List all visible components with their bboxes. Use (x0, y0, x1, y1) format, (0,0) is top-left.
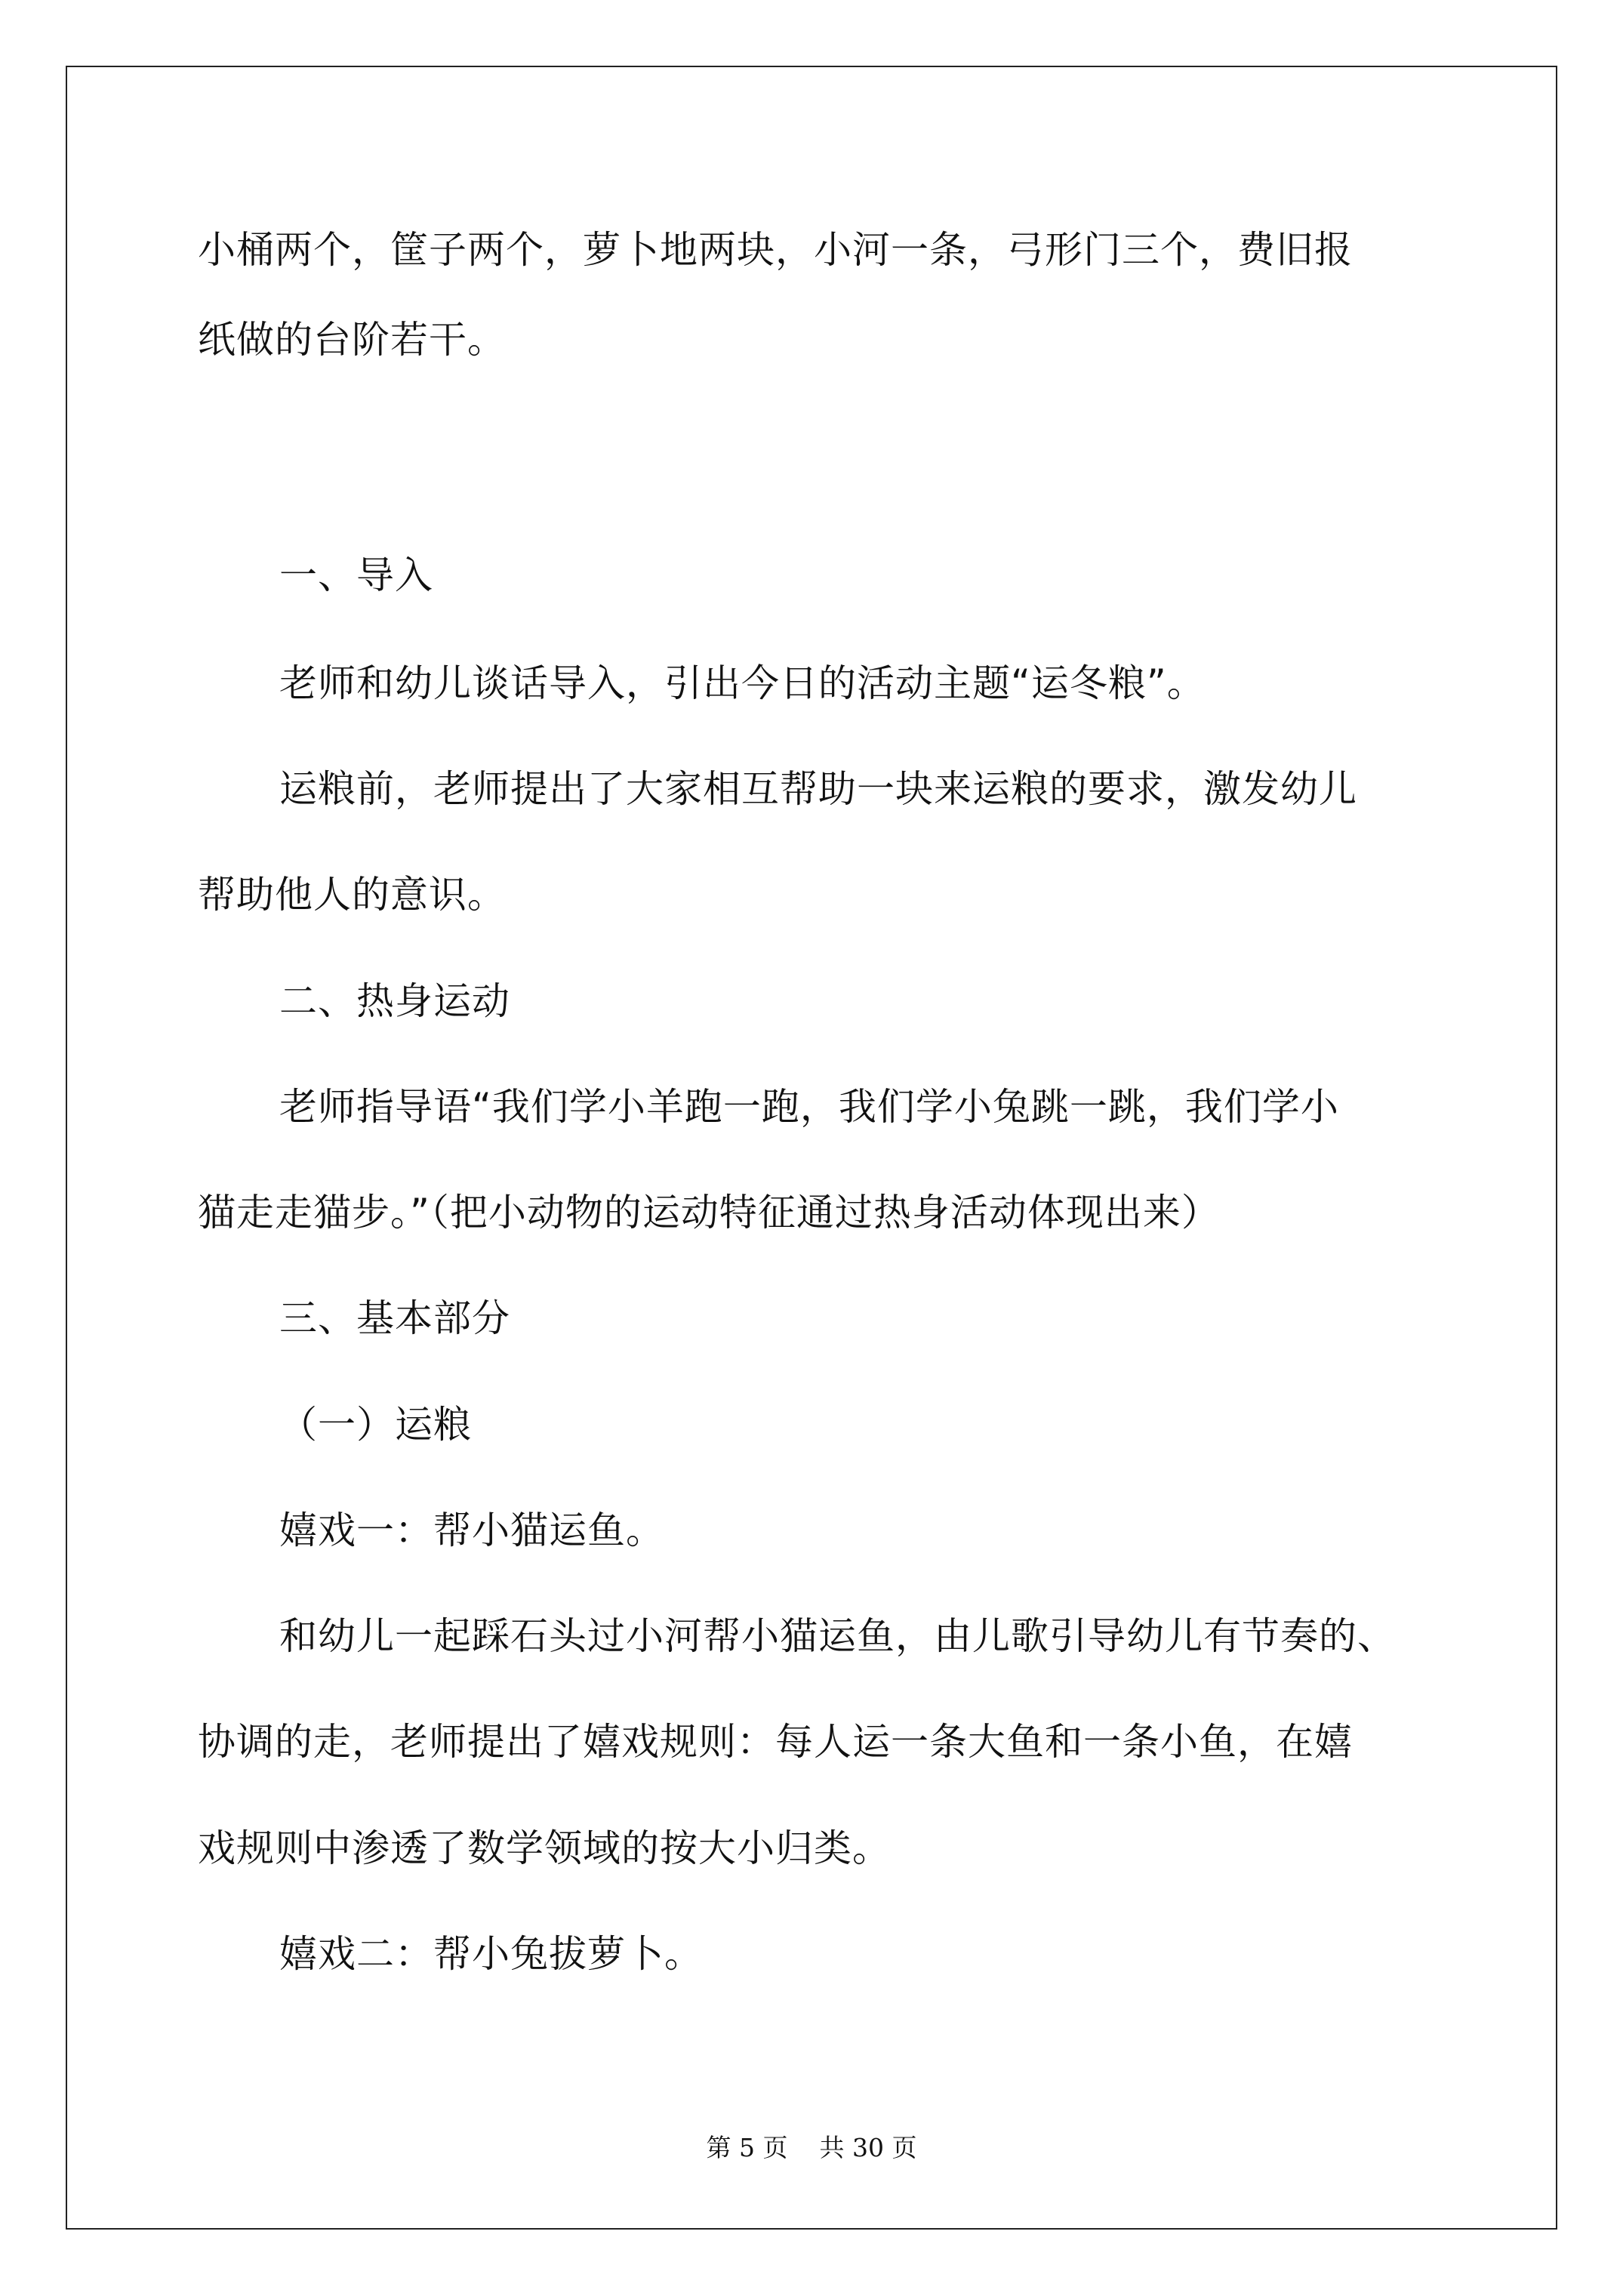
paragraph-line: 纸做的台阶若干。 (198, 318, 506, 362)
paragraph-line: 和幼儿一起踩石头过小河帮小猫运鱼，由儿歌引导幼儿有节奏的、 (279, 1614, 1396, 1658)
section-heading: 二、热身运动 (279, 979, 510, 1023)
page-number-footer: 第 5 页 共 30 页 (706, 2133, 917, 2162)
paragraph-line: 嬉戏二：帮小兔拔萝卜。 (279, 1932, 703, 1976)
subsection-heading: （一）运粮 (279, 1403, 472, 1447)
paragraph-line: 协调的走，老师提出了嬉戏规则：每人运一条大鱼和一条小鱼，在嬉 (198, 1720, 1353, 1764)
paragraph-line: 帮助他人的意识。 (198, 873, 506, 917)
paragraph-line: 运粮前，老师提出了大家相互帮助一块来运粮的要求，激发幼儿 (279, 767, 1357, 811)
page-border (66, 66, 1557, 2230)
paragraph-line: 老师指导语“我们学小羊跑一跑，我们学小兔跳一跳，我们学小 (279, 1085, 1339, 1129)
paragraph-line: 猫走走猫步。”（把小动物的运动特征通过热身活动体现出来） (198, 1191, 1220, 1234)
paragraph-line: 老师和幼儿谈话导入，引出今日的活动主题“运冬粮”。 (279, 661, 1206, 705)
paragraph-line: 小桶两个，筐子两个，萝卜地两块，小河一条，弓形门三个，费旧报 (198, 228, 1353, 272)
section-heading: 三、基本部分 (279, 1296, 510, 1340)
paragraph-line: 戏规则中渗透了数学领域的按大小归类。 (198, 1826, 891, 1870)
section-heading: 一、导入 (279, 553, 433, 597)
paragraph-line: 嬉戏一：帮小猫运鱼。 (279, 1509, 664, 1552)
